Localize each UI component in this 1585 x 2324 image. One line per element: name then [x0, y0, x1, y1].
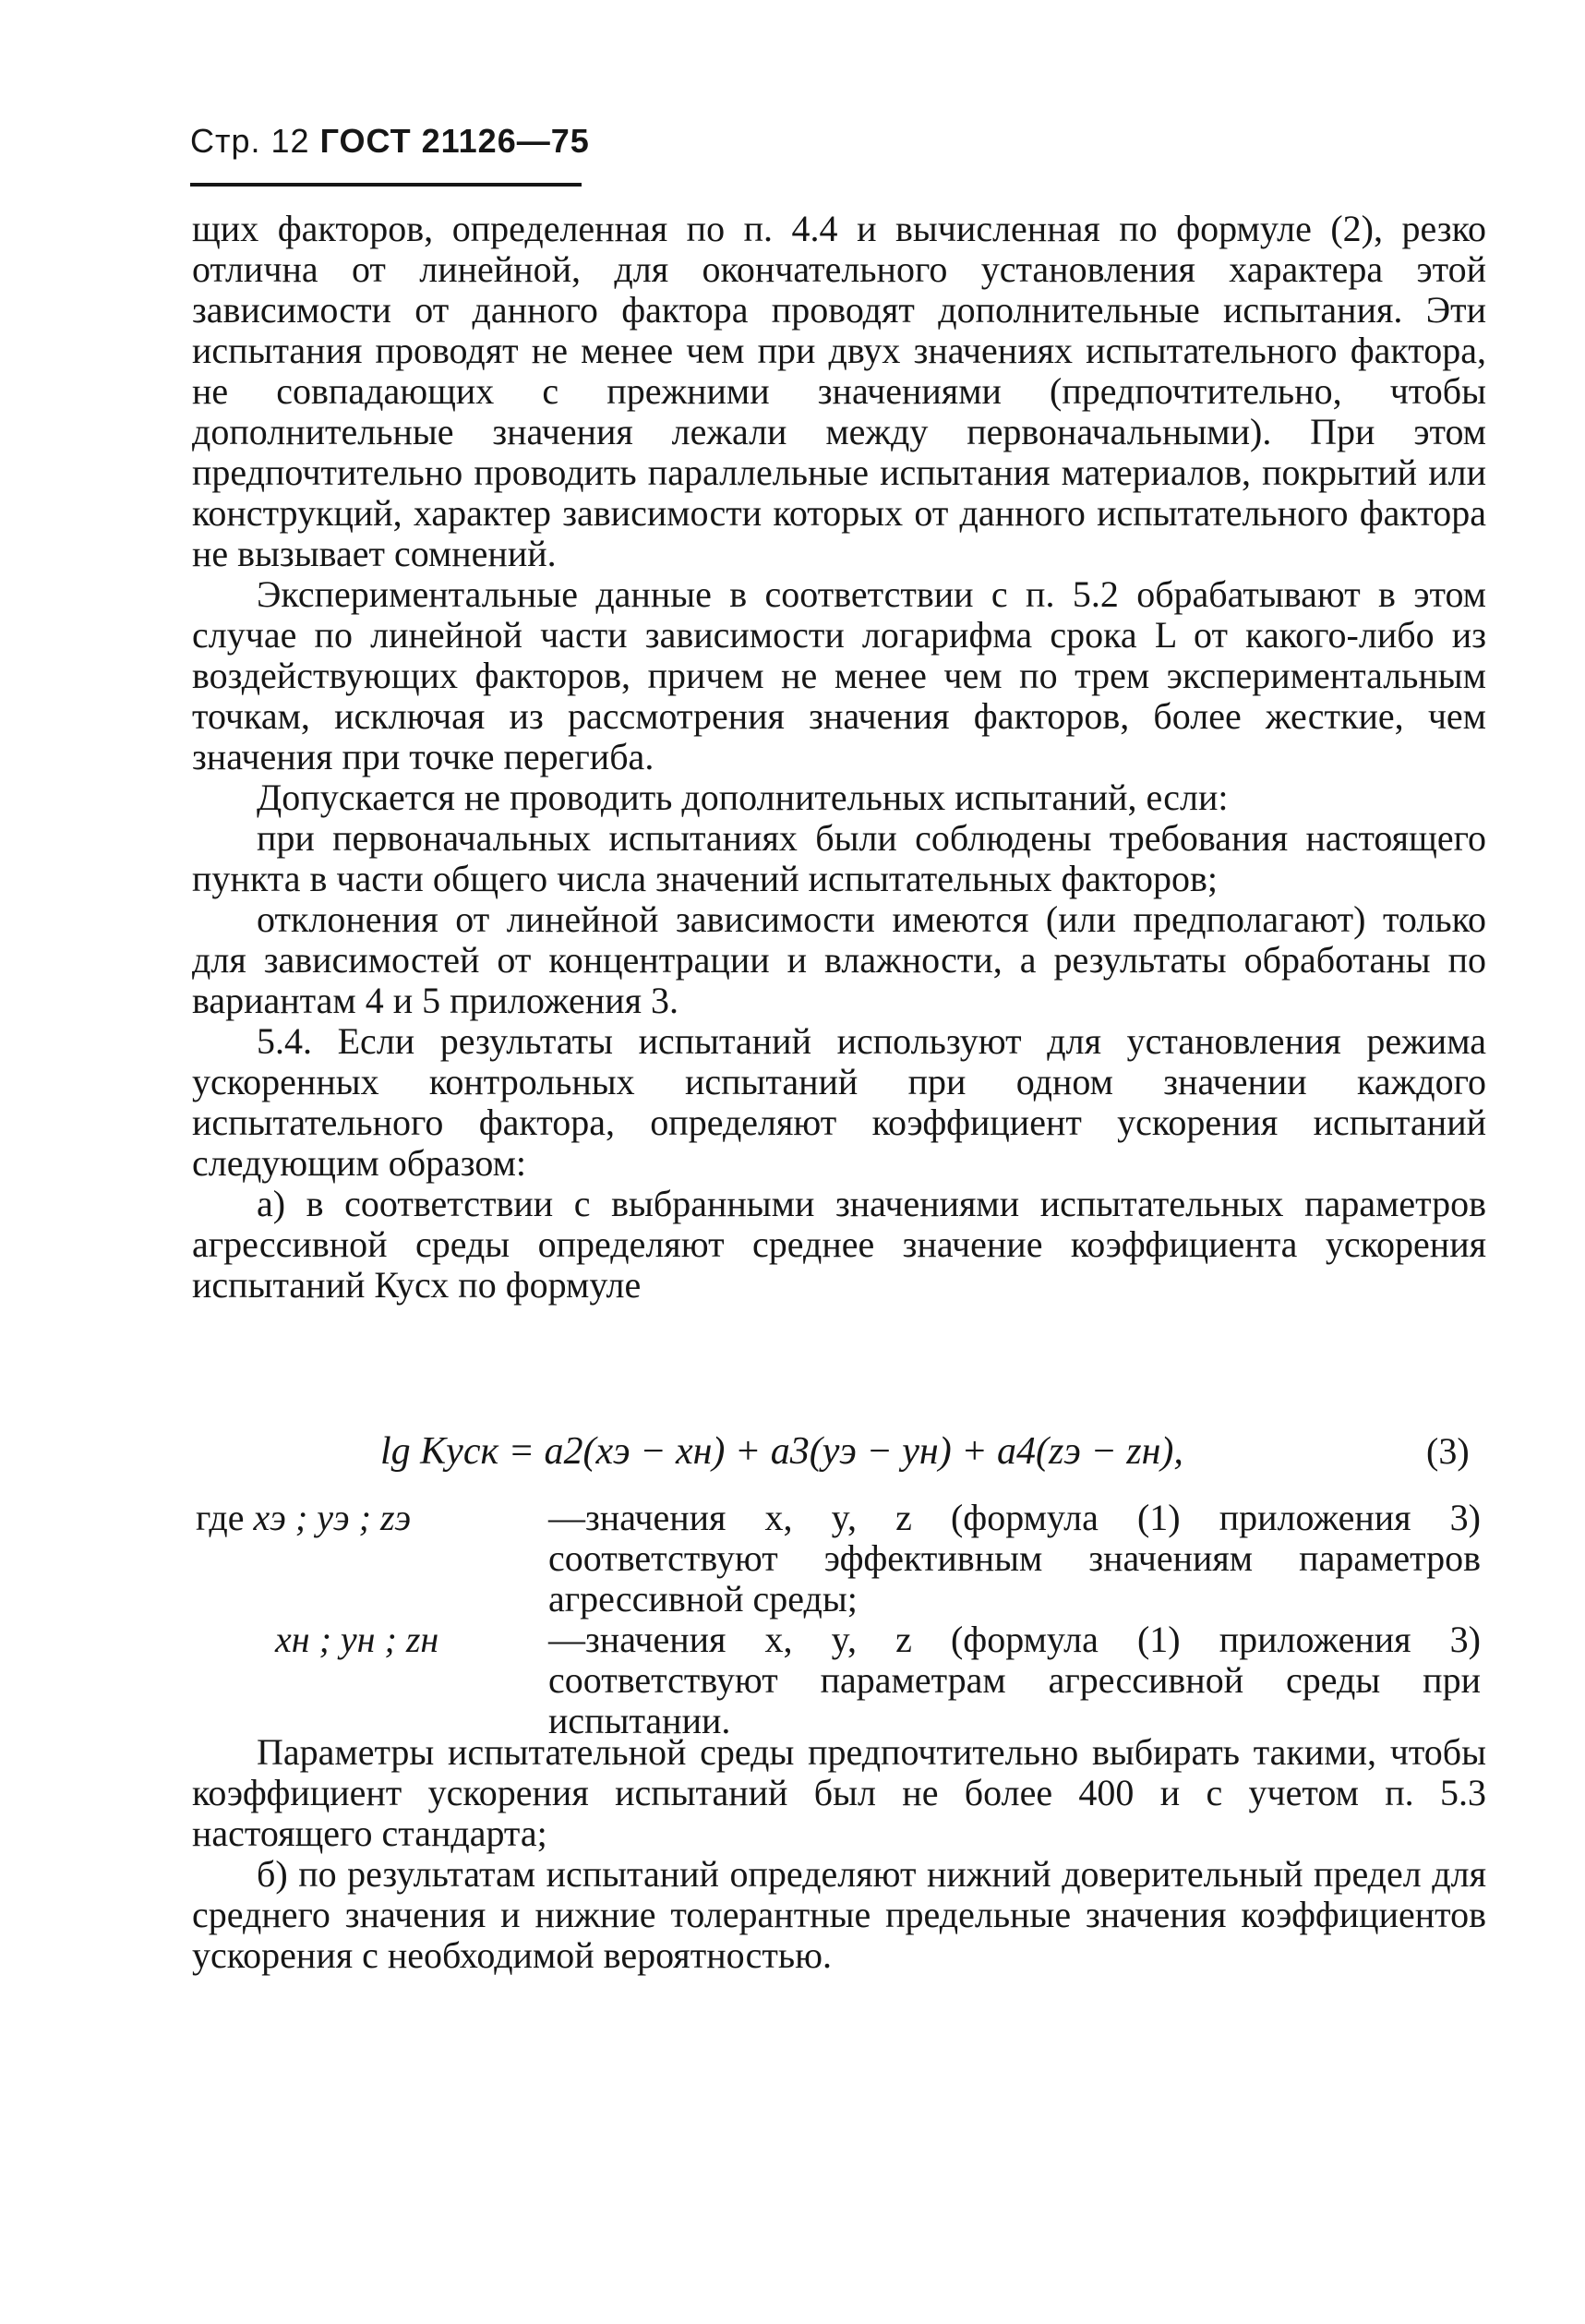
- paragraph-continuation: щих факторов, определенная по п. 4.4 и вычисленная по формуле (2), резко отлична от линейной, для окончательного установления характера этой зависимости от данного фактора проводят дополнительные испытания. Эти испытания проводят не менее чем при двух значениях испытательного фактора, не совпадающих с прежними значениями (предпочтительно, чтобы дополнительные значения лежали между первоначальными). При этом предпочтительно проводить параллельные испытания материалов, покрытий или конструкций, характер зависимости которых от данного испытательного фактора не вызывает сомнений.: [192, 208, 1486, 574]
- formula-3: lg Kуск = a2(xэ − xн) + a3(yэ − yн) + a4(zэ − zн),: [380, 1430, 1183, 1473]
- where-definition-test: —значения x, y, z (формула (1) приложения 3) соответствуют параметрам агрессивной среды при испытании.: [548, 1619, 1481, 1741]
- body-text-closing: [192, 1732, 1486, 1976]
- paragraph-parameters: Параметры испытательной среды предпочтительно выбирать такими, чтобы коэффициент ускорения испытаний был не более 400 и с учетом п. 5.3 настоящего стандарта;: [192, 1731, 1486, 1854]
- paragraph-condition-1: при первоначальных испытаниях были соблюдены требования настоящего пункта в части общего числа значений испытательных факторов;: [192, 817, 1486, 899]
- body-text: [192, 209, 1486, 1306]
- page-header: [190, 122, 590, 161]
- page-number: Стр. 12: [190, 122, 310, 160]
- header-rule: [190, 183, 582, 187]
- where-symbols-test: xн ; yн ; zн: [275, 1619, 439, 1660]
- formula-number: (3): [1426, 1430, 1470, 1472]
- paragraph-condition-2: отклонения от линейной зависимости имеются (или предполагают) только для зависимостей от концентрации и влажности, а результаты обработаны по вариантам 4 и 5 приложения 3.: [192, 898, 1486, 1021]
- where-symbols-effective: xэ ; yэ ; zэ: [253, 1497, 412, 1538]
- paragraph-item-a: а) в соответствии с выбранными значениями испытательных параметров агрессивной среды определяют среднее значение коэффициента ускорения испытаний Кусх по формуле: [192, 1183, 1486, 1306]
- paragraph-item-b: б) по результатам испытаний определяют нижний доверительный предел для среднего значения и нижние толерантные предельные значения коэффициентов ускорения с необходимой вероятностью.: [192, 1853, 1486, 1976]
- paragraph-experimental-data: Экспериментальные данные в соответствии с п. 5.2 обрабатывают в этом случае по линейной части зависимости логарифма срока L от какого-либо из воздействующих факторов, причем не менее чем по трем экспериментальным точкам, исключая из рассмотрения значения факторов, более жесткие, чем значения при точке перегиба.: [192, 573, 1486, 777]
- paragraph-allowed: Допускается не проводить дополнительных испытаний, если:: [257, 777, 1229, 818]
- where-definition-effective: —значения x, y, z (формула (1) приложения 3) соответствуют эффективным значениям параметров агрессивной среды;: [548, 1497, 1481, 1620]
- paragraph-5-4: 5.4. Если результаты испытаний используют для установления режима ускоренных контрольных испытаний при одном значении каждого испытательного фактора, определяют коэффициент ускорения испытаний следующим образом:: [192, 1020, 1486, 1184]
- where-label: где xэ ; yэ ; zэ: [196, 1497, 412, 1538]
- standard-designation: ГОСТ 21126—75: [319, 122, 590, 160]
